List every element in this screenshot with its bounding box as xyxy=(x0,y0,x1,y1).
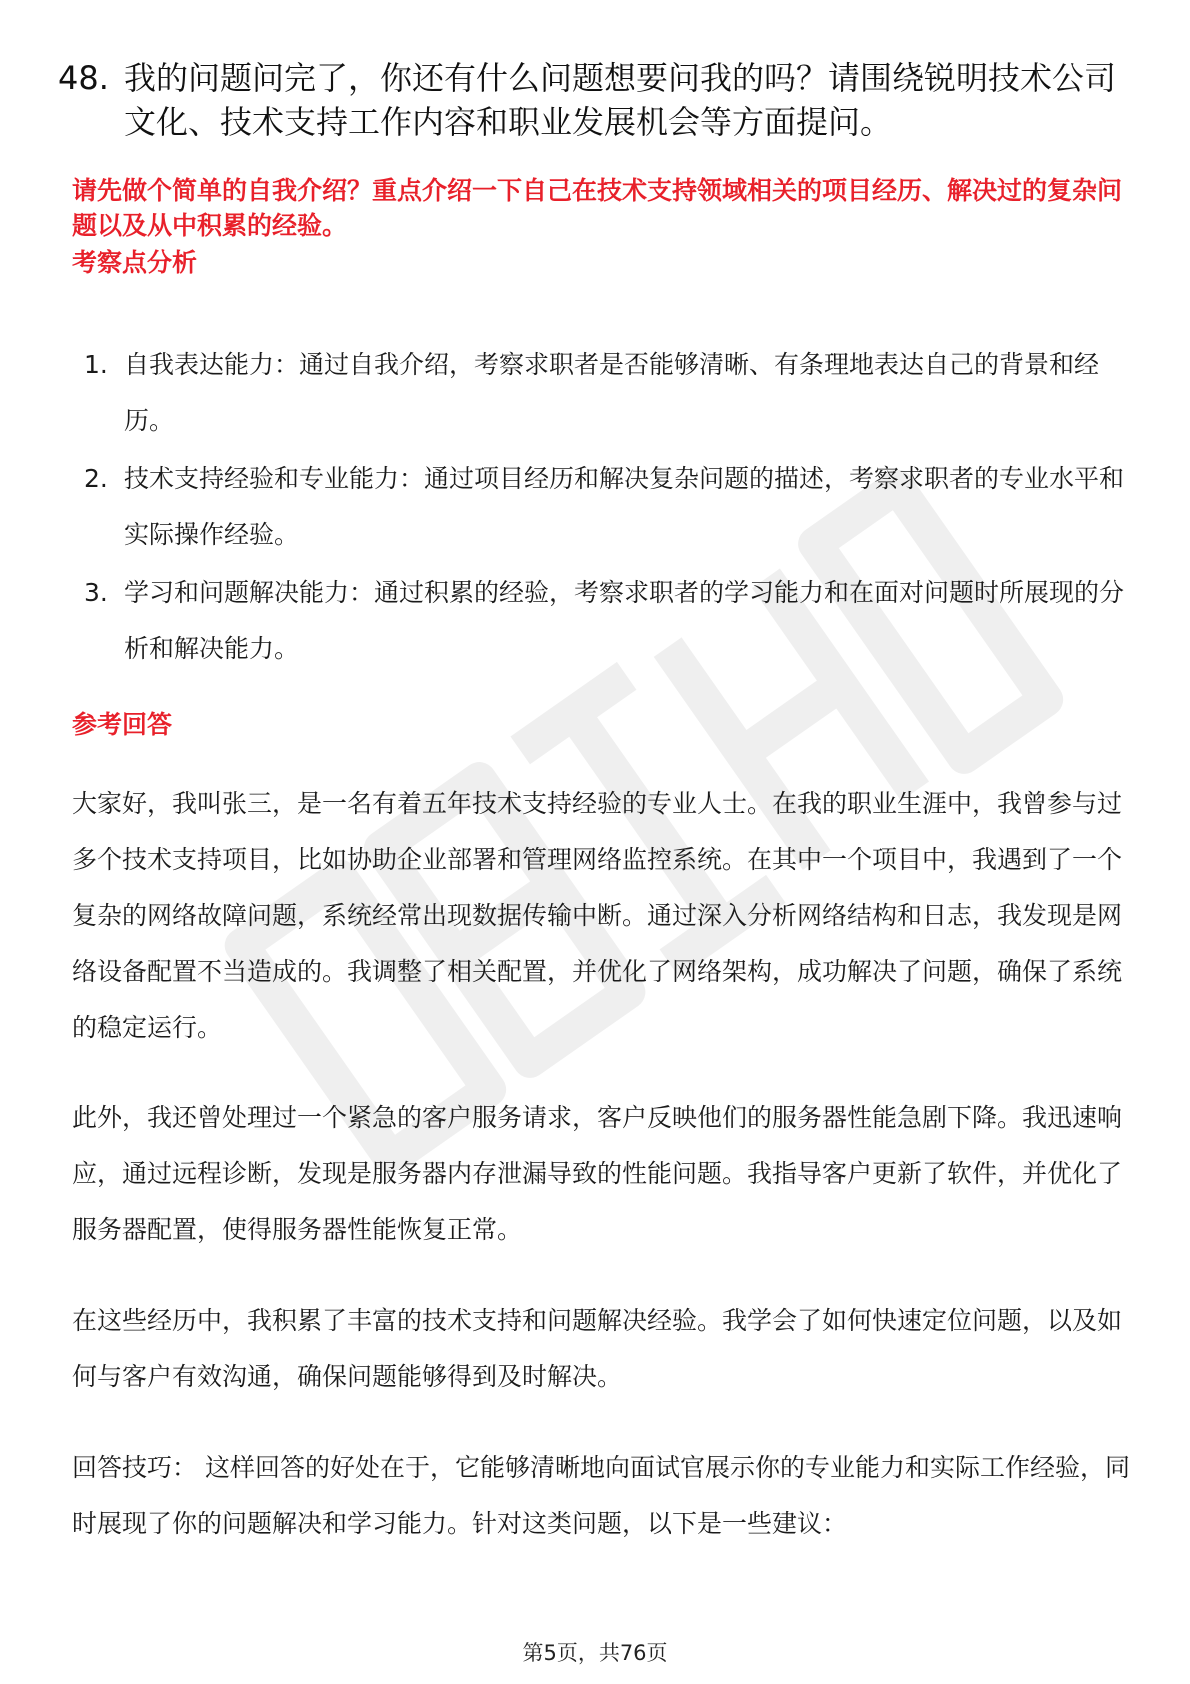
answer-tips-paragraph: 回答技巧： 这样回答的好处在于，它能够清晰地向面试官展示你的专业能力和实际工作经验，同时展现了你的问题解决和学习能力。针对这类问题，以下是一些建议： xyxy=(72,1453,1130,1538)
list-item-text: 技术支持经验和专业能力：通过项目经历和解决复杂问题的描述，考察求职者的专业水平和实际操作经验。 xyxy=(124,464,1125,549)
question-number: 48. xyxy=(58,59,109,97)
answer-paragraph: 在这些经历中，我积累了丰富的技术支持和问题解决经验。我学会了如何快速定位问题，以及如何与客户有效沟通，确保问题能够得到及时解决。 xyxy=(72,1306,1123,1391)
list-item xyxy=(72,337,1132,449)
question-heading xyxy=(58,56,1138,144)
list-item xyxy=(72,565,1132,677)
answer-paragraph: 大家好，我叫张三，是一名有着五年技术支持经验的专业人士。在我的职业生涯中，我曾参与过多个技术支持项目，比如协助企业部署和管理网络监控系统。在其中一个项目中，我遇到了一个复杂的网络故障问题，系统经常出现数据传输中断。通过深入分析网络结构和日志，我发现是网络设备配置不当造成的。我调整了相关配置，并优化了网络架构，成功解决了问题，确保了系统的稳定运行。 xyxy=(72,789,1123,1042)
page-footer: 第5页，共76页 xyxy=(522,1641,668,1665)
question-text: 我的问题问完了，你还有什么问题想要问我的吗？请围绕锐明技术公司文化、技术支持工作内容和职业发展机会等方面提问。 xyxy=(124,59,1117,141)
list-item-index: 3. xyxy=(84,578,108,607)
analysis-list xyxy=(72,337,1132,679)
list-item-index: 1. xyxy=(84,350,108,379)
sub-question: 请先做个简单的自我介绍？重点介绍一下自己在技术支持领域相关的项目经历、解决过的复杂问题以及从中积累的经验。 xyxy=(72,176,1123,240)
list-item xyxy=(72,451,1132,563)
list-item-index: 2. xyxy=(84,464,108,493)
list-item-text: 自我表达能力：通过自我介绍，考察求职者是否能够清晰、有条理地表达自己的背景和经历。 xyxy=(124,350,1100,435)
answer-heading: 参考回答 xyxy=(72,710,173,739)
list-item-text: 学习和问题解决能力：通过积累的经验，考察求职者的学习能力和在面对问题时所展现的分析和解决能力。 xyxy=(124,578,1125,663)
analysis-heading: 考察点分析 xyxy=(72,248,198,277)
answer-paragraph: 此外，我还曾处理过一个紧急的客户服务请求，客户反映他们的服务器性能急剧下降。我迅速响应，通过远程诊断，发现是服务器内存泄漏导致的性能问题。我指导客户更新了软件，并优化了服务器配置，使得服务器性能恢复正常。 xyxy=(72,1103,1123,1244)
